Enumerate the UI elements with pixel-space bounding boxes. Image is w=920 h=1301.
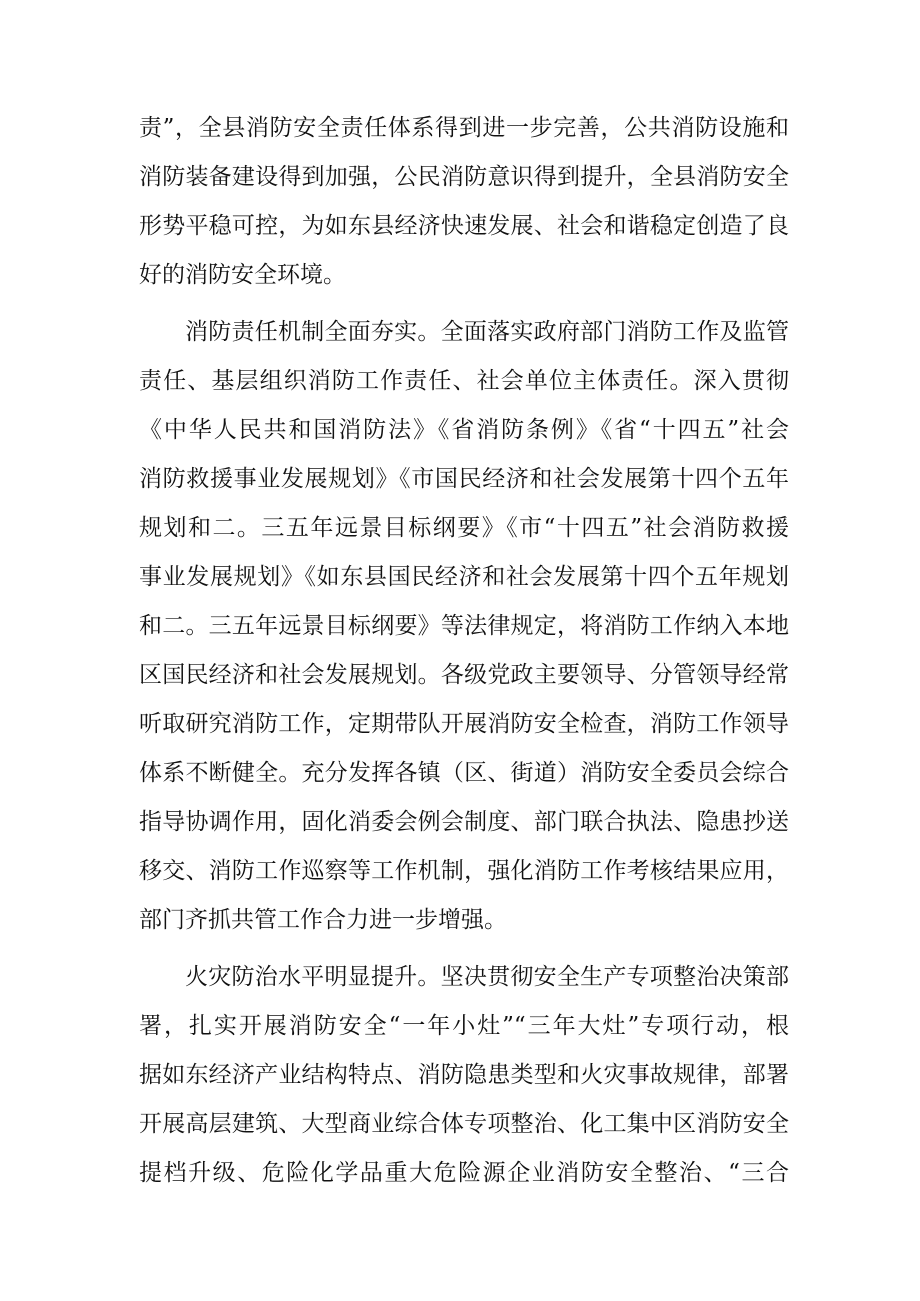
text-line: 消防救援事业发展规划》《市国民经济和社会发展第十四个五年 xyxy=(139,466,789,492)
text-line: 开展高层建筑、大型商业综合体专项整治、化工集中区消防安全 xyxy=(139,1111,789,1137)
text-line: 体系不断健全。充分发挥各镇（区、街道）消防安全委员会综合 xyxy=(139,760,789,786)
text-line: 消防装备建设得到加强，公民消防意识得到提升，全县消防安全 xyxy=(139,164,789,190)
text-line: 提档升级、危险化学品重大危险源企业消防安全整治、“三合 xyxy=(139,1160,789,1186)
text-line: 火灾防治水平明显提升。坚决贯彻安全生产专项整治决策部 xyxy=(185,964,789,990)
text-line: 指导协调作用，固化消委会例会制度、部门联合执法、隐患抄送 xyxy=(139,809,789,835)
document-page xyxy=(139,104,789,1198)
text-line: 责任、基层组织消防工作责任、社会单位主体责任。深入贯彻 xyxy=(139,368,789,394)
text-line: 部门齐抓共管工作合力进一步增强。 xyxy=(139,907,507,933)
text-line: 事业发展规划》《如东县国民经济和社会发展第十四个五年规划 xyxy=(139,564,789,590)
text-line: 和二。三五年远景目标纲要》等法律规定，将消防工作纳入本地 xyxy=(139,613,789,639)
paragraph-3 xyxy=(139,953,789,1198)
text-line: 责”，全县消防安全责任体系得到进一步完善，公共消防设施和 xyxy=(139,115,789,141)
text-line: 《中华人民共和国消防法》《省消防条例》《省“十四五”社会 xyxy=(139,417,789,443)
text-line: 好的消防安全环境。 xyxy=(139,262,346,288)
text-line: 听取研究消防工作，定期带队开展消防安全检查，消防工作领导 xyxy=(139,711,789,737)
text-line: 规划和二。三五年远景目标纲要》《市“十四五”社会消防救援 xyxy=(139,515,789,541)
text-line: 据如东经济产业结构特点、消防隐患类型和火灾事故规律，部署 xyxy=(139,1062,789,1088)
text-line: 形势平稳可控，为如东县经济快速发展、社会和谐稳定创造了良 xyxy=(139,213,789,239)
paragraph-1 xyxy=(139,104,789,300)
text-line: 区国民经济和社会发展规划。各级党政主要领导、分管领导经常 xyxy=(139,662,789,688)
text-line: 署，扎实开展消防安全“一年小灶”“三年大灶”专项行动，根 xyxy=(139,1013,789,1039)
paragraph-2 xyxy=(139,308,789,945)
text-line: 消防责任机制全面夯实。全面落实政府部门消防工作及监管 xyxy=(185,319,789,345)
text-line: 移交、消防工作巡察等工作机制，强化消防工作考核结果应用， xyxy=(139,858,789,884)
